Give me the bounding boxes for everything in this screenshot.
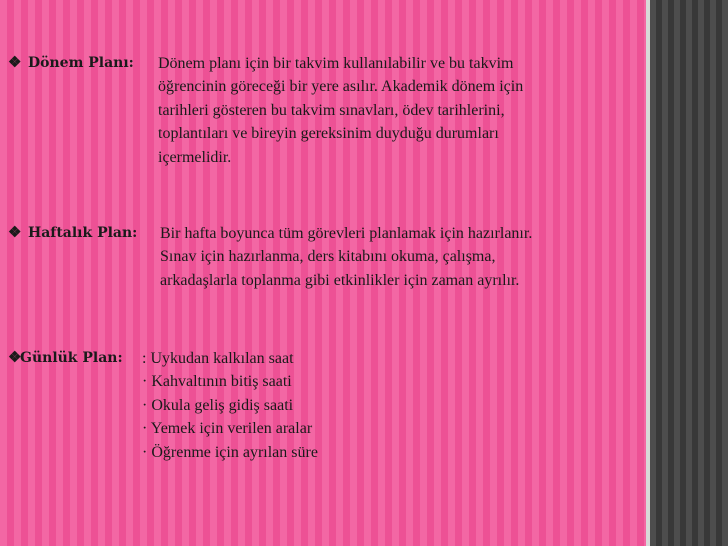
body-line: arkadaşlarla toplanma gibi etkinlikler için zaman ayrılır. [160, 271, 520, 289]
list-item: · Kahvaltının bitiş saati [142, 373, 292, 391]
section-body [142, 347, 318, 464]
list-item: · Öğrenme için ayrılan süre [142, 443, 318, 461]
section-heading [8, 222, 137, 243]
body-line: içermelidir. [158, 148, 232, 166]
heading-text: Günlük Plan: [20, 350, 123, 366]
diamond-bullet-icon: ❖ [8, 53, 22, 71]
decorative-sidebar [650, 0, 728, 546]
section-body [158, 52, 523, 169]
body-line: Dönem planı için bir takvim kullanılabilir ve bu takvim [158, 55, 514, 72]
diamond-bullet-icon: ❖ [8, 223, 22, 241]
section-body [160, 222, 532, 292]
body-line: toplantıları ve bireyin gereksinim duyduğu durumları [158, 125, 499, 143]
diamond-bullet-icon: ❖ [8, 348, 22, 366]
body-line: tarihleri gösteren bu takvim sınavları, ödev tarihlerini, [158, 101, 505, 119]
section-heading [8, 52, 134, 73]
body-line: Sınav için hazırlanma, ders kitabını okuma, çalışma, [160, 248, 496, 266]
list-item: : Uykudan kalkılan saat [142, 350, 294, 367]
body-line: öğrencinin göreceği bir yere asılır. Akademik dönem için [158, 78, 524, 96]
list-item: · Yemek için verilen aralar [142, 420, 313, 438]
heading-text: Dönem Planı: [28, 55, 134, 71]
heading-text: Haftalık Plan [28, 225, 133, 241]
body-line: Bir hafta boyunca tüm görevleri planlamak için hazırlanır. [160, 225, 533, 242]
section-heading [8, 347, 123, 368]
list-item: · Okula geliş gidiş saati [142, 396, 294, 414]
heading-separator: : [132, 225, 138, 241]
